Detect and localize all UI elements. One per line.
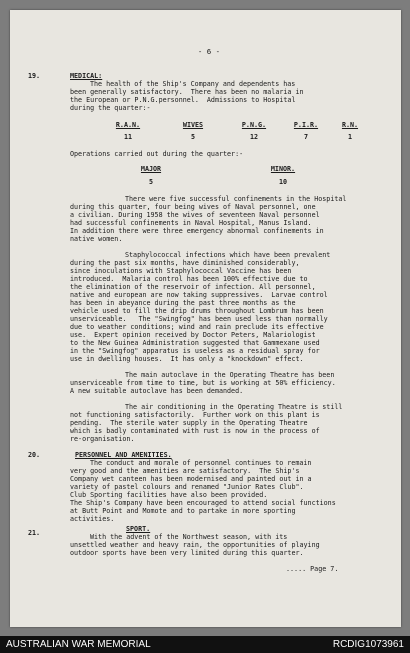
text-line: not functioning satisfactorily. Further work on this plant is [70, 411, 320, 419]
section-heading: MEDICAL: [70, 72, 103, 80]
operations-value-row [28, 179, 390, 187]
text-line: outdoor sports have been very limited during this quarter. [70, 549, 304, 557]
text-line: The conduct and morale of personnel continues to remain [90, 459, 312, 467]
page-number: - 6 - [197, 47, 221, 56]
text-line: Company wet canteen has been modernised and painted out in a [70, 475, 312, 483]
admissions-header: P.N.G. [241, 121, 267, 129]
section-number: 21. [28, 529, 41, 537]
text-line: unserviceable from time to time, but is working at 50% efficiency. [70, 379, 336, 387]
text-line: pending. The sterile water supply in the Operating Theatre [70, 419, 308, 427]
record-id: RCDIG1073961 [332, 639, 404, 650]
text-line: during this quarter, four being wives of Naval personnel, one [70, 203, 316, 211]
text-line: introduced. Malaria control has been 100% effective due to [70, 275, 308, 283]
document-page [10, 10, 401, 627]
text-line: The air conditioning in the Operating Theatre is still [125, 403, 343, 411]
text-line: Staphylococcal infections which have been prevalent [125, 251, 331, 259]
admissions-header: WIVES [182, 121, 204, 129]
text-line: during the past six months, have diminished considerably, [70, 259, 300, 267]
text-line: the elimination of the reservoir of infection. All personnel, [70, 283, 316, 291]
operations-header-row [28, 166, 390, 174]
text-line: a civilian. During 1958 the wives of seventeen Naval personnel [70, 211, 320, 219]
archive-name: AUSTRALIAN WAR MEMORIAL [6, 639, 151, 650]
admissions-value: 12 [249, 133, 259, 141]
text-line: very good and the amenities are satisfactory. The Ship's [70, 467, 300, 475]
text-line: variety of pastel colours and renamed "Junior Rates Club". [70, 483, 304, 491]
text-line: There were five successful confinements in the Hospital [125, 195, 347, 203]
admissions-header: P.I.R. [293, 121, 319, 129]
admissions-value: 11 [123, 133, 133, 141]
section-number: 20. [28, 451, 41, 459]
archive-footer-bar [0, 636, 410, 653]
text-line: been generally satisfactory. There has been no malaria in [70, 88, 304, 96]
operations-header: MAJOR [140, 165, 162, 173]
admissions-value: 1 [347, 133, 353, 141]
text-line: at Butt Point and Momote and to partake in more sporting [70, 507, 296, 515]
admissions-value: 5 [190, 133, 196, 141]
operations-header: MINOR. [270, 165, 296, 173]
text-line: had successful confinements in Naval Hospital, Manus Island. [70, 219, 312, 227]
text-line: re-organisation. [70, 435, 135, 443]
admissions-value-row [28, 134, 390, 142]
text-line: The main autoclave in the Operating Theatre has been [125, 371, 335, 379]
text-line: unsettled weather and heavy rain, the opportunities of playing [70, 541, 320, 549]
admissions-header: R.N. [341, 121, 359, 129]
text-line: unserviceable. The "Swingfog" has been used less than normally [70, 315, 328, 323]
text-line: due to weather conditions; wind and rain preclude its effective [70, 323, 324, 331]
text-line: Club Sporting facilities have also been provided. [70, 491, 268, 499]
text-line: native and european are now taking suppressives. Larvae control [70, 291, 328, 299]
text-line: has been in abeyance during the past three months as the [70, 299, 296, 307]
section-heading: SPORT. [126, 525, 151, 533]
operations-value: 5 [148, 178, 154, 186]
text-line: since inoculations with Staphylococcal Vaccine has been [70, 267, 292, 275]
text-line: to the New Guinea Administration suggested that Gammexane used [70, 339, 320, 347]
text-line: The health of the Ship's Company and dependents has [90, 80, 296, 88]
admissions-header-row [28, 122, 390, 130]
text-line: activities. [70, 515, 115, 523]
admissions-header: R.A.N. [115, 121, 141, 129]
text-line: in the "Swingfog" apparatus is useless as a residual spray for [70, 347, 320, 355]
text-line: Operations carried out during the quarter:- [70, 150, 244, 158]
operations-value: 10 [278, 178, 288, 186]
admissions-value: 7 [303, 133, 309, 141]
text-line: vehicle used to fill the drip drums throughout Lombrum has been [70, 307, 324, 315]
text-line: use. Expert opinion received by Doctor Peters, Malariologist [70, 331, 316, 339]
text-line: use in dwelling houses. It has only a "knockdown" effect. [70, 355, 304, 363]
continuation-note: ..... Page 7. [286, 565, 339, 573]
section-heading: PERSONNEL AND AMENITIES. [75, 451, 172, 459]
text-line: native women. [70, 235, 123, 243]
text-line: during the quarter:- [70, 104, 151, 112]
text-line: With the advent of the Northwest season, with its [90, 533, 288, 541]
text-line: In addition there were three emergency abnormal confinements in [70, 227, 324, 235]
text-line: The Ship's Company have been encouraged to attend social functions [70, 499, 336, 507]
text-line: which is badly contaminated with rust is now in the process of [70, 427, 320, 435]
section-number: 19. [28, 72, 41, 80]
text-line: the European or P.N.G.personnel. Admissions to Hospital [70, 96, 296, 104]
text-line: A new suitable autoclave has been demanded. [70, 387, 244, 395]
